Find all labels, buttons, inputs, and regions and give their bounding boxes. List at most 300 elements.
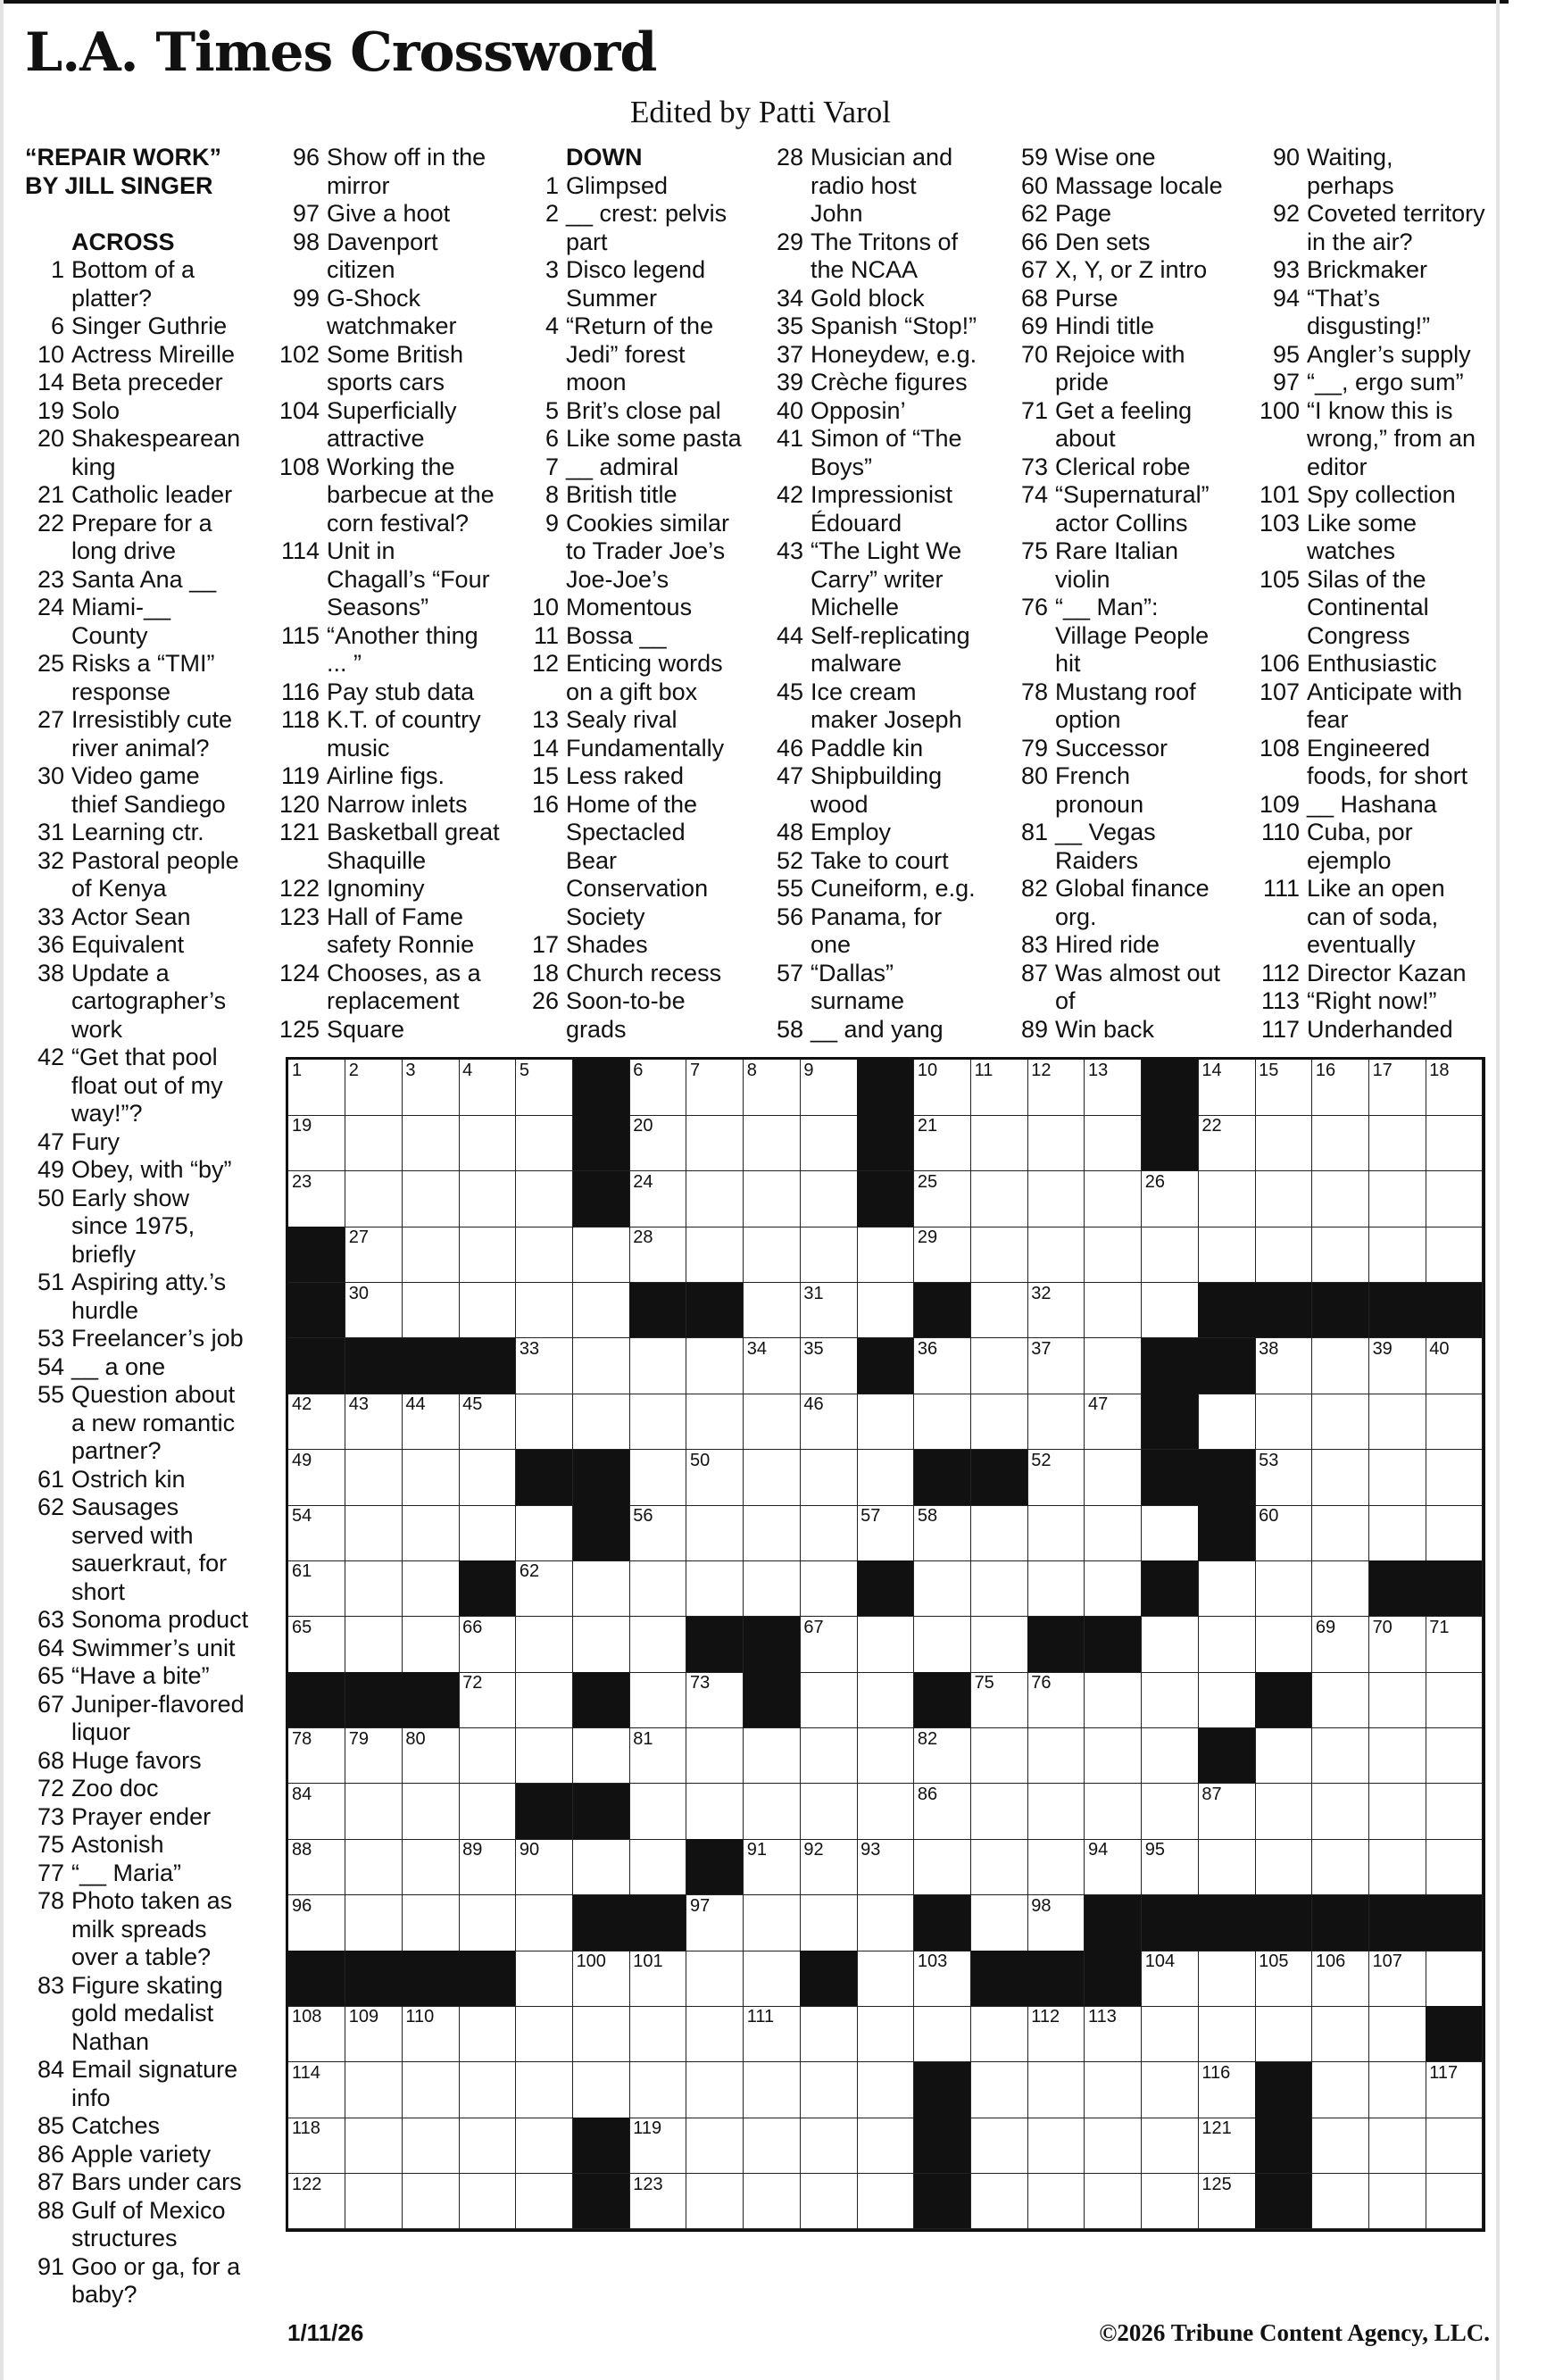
grid-cell[interactable] <box>629 1171 686 1227</box>
grid-cell[interactable] <box>345 1450 403 1506</box>
grid-cell[interactable] <box>744 2006 801 2062</box>
grid-cell[interactable] <box>971 1728 1028 1785</box>
grid-cell[interactable] <box>345 1728 403 1785</box>
grid-cell[interactable] <box>857 1227 914 1283</box>
grid-cell[interactable] <box>1027 1115 1085 1171</box>
grid-cell[interactable] <box>1426 1115 1483 1171</box>
grid-cell[interactable] <box>914 1505 971 1561</box>
grid-cell[interactable] <box>516 1728 573 1785</box>
grid-cell[interactable] <box>1312 1115 1369 1171</box>
grid-cell[interactable] <box>1085 1728 1142 1785</box>
grid-cell[interactable] <box>288 1450 345 1506</box>
grid-cell[interactable] <box>1085 1450 1142 1506</box>
grid-cell[interactable] <box>573 1283 630 1339</box>
grid-cell[interactable] <box>1255 1171 1312 1227</box>
grid-cell[interactable] <box>1426 1672 1483 1728</box>
grid-cell[interactable] <box>800 1338 857 1394</box>
grid-cell[interactable] <box>1142 1672 1199 1728</box>
grid-cell[interactable] <box>1426 1227 1483 1283</box>
grid-cell[interactable] <box>1142 1784 1199 1840</box>
grid-cell[interactable] <box>1027 1394 1085 1450</box>
grid-cell[interactable] <box>1198 1394 1255 1450</box>
grid-cell[interactable] <box>857 1728 914 1785</box>
grid-cell[interactable] <box>686 1784 744 1840</box>
grid-cell[interactable] <box>971 2174 1028 2230</box>
grid-cell[interactable] <box>1085 2006 1142 2062</box>
grid-cell[interactable] <box>345 2006 403 2062</box>
grid-cell[interactable] <box>516 1839 573 1895</box>
grid-cell[interactable] <box>971 1672 1028 1728</box>
grid-cell[interactable] <box>971 1839 1028 1895</box>
grid-cell[interactable] <box>744 1450 801 1506</box>
grid-cell[interactable] <box>971 1784 1028 1840</box>
grid-cell[interactable] <box>1198 2174 1255 2230</box>
grid-cell[interactable] <box>1369 1505 1426 1561</box>
grid-cell[interactable] <box>288 2118 345 2174</box>
grid-cell[interactable] <box>1085 1672 1142 1728</box>
grid-cell[interactable] <box>629 1394 686 1450</box>
grid-cell[interactable] <box>629 1951 686 2007</box>
grid-cell[interactable] <box>288 1895 345 1951</box>
grid-cell[interactable] <box>857 1505 914 1561</box>
grid-cell[interactable] <box>516 1951 573 2007</box>
grid-cell[interactable] <box>1027 2118 1085 2174</box>
grid-cell[interactable] <box>1142 2006 1199 2062</box>
grid-cell[interactable] <box>1312 1394 1369 1450</box>
grid-cell[interactable] <box>459 1839 516 1895</box>
grid-cell[interactable] <box>629 1839 686 1895</box>
grid-cell[interactable] <box>573 2062 630 2118</box>
grid-cell[interactable] <box>1198 1560 1255 1617</box>
grid-cell[interactable] <box>1312 1839 1369 1895</box>
grid-cell[interactable] <box>402 1227 459 1283</box>
grid-cell[interactable] <box>1198 1171 1255 1227</box>
grid-cell[interactable] <box>288 1728 345 1785</box>
grid-cell[interactable] <box>914 1839 971 1895</box>
grid-cell[interactable] <box>1027 1839 1085 1895</box>
grid-cell[interactable] <box>459 1505 516 1561</box>
grid-cell[interactable] <box>1426 1394 1483 1450</box>
grid-cell[interactable] <box>971 2062 1028 2118</box>
grid-cell[interactable] <box>516 1227 573 1283</box>
grid-cell[interactable] <box>516 1394 573 1450</box>
grid-cell[interactable] <box>686 1672 744 1728</box>
grid-cell[interactable] <box>800 1394 857 1450</box>
grid-cell[interactable] <box>1255 1617 1312 1673</box>
grid-cell[interactable] <box>686 1951 744 2007</box>
grid-cell[interactable] <box>1255 1728 1312 1785</box>
grid-cell[interactable] <box>1369 1784 1426 1840</box>
grid-cell[interactable] <box>744 1227 801 1283</box>
grid-cell[interactable] <box>629 1227 686 1283</box>
grid-cell[interactable] <box>686 1450 744 1506</box>
grid-cell[interactable] <box>971 2006 1028 2062</box>
grid-cell[interactable] <box>1312 1505 1369 1561</box>
grid-cell[interactable] <box>402 1394 459 1450</box>
grid-cell[interactable] <box>857 1394 914 1450</box>
grid-cell[interactable] <box>1255 1560 1312 1617</box>
grid-cell[interactable] <box>1369 1338 1426 1394</box>
grid-cell[interactable] <box>744 1060 801 1116</box>
grid-cell[interactable] <box>573 1560 630 1617</box>
grid-cell[interactable] <box>857 1895 914 1951</box>
grid-cell[interactable] <box>345 1227 403 1283</box>
grid-cell[interactable] <box>1027 1560 1085 1617</box>
grid-cell[interactable] <box>402 2174 459 2230</box>
grid-cell[interactable] <box>1426 1171 1483 1227</box>
grid-cell[interactable] <box>459 1394 516 1450</box>
grid-cell[interactable] <box>1142 1505 1199 1561</box>
grid-cell[interactable] <box>629 1450 686 1506</box>
grid-cell[interactable] <box>1198 1784 1255 1840</box>
grid-cell[interactable] <box>1027 1227 1085 1283</box>
grid-cell[interactable] <box>288 1115 345 1171</box>
grid-cell[interactable] <box>573 1951 630 2007</box>
grid-cell[interactable] <box>573 1338 630 1394</box>
grid-cell[interactable] <box>1426 1450 1483 1506</box>
grid-cell[interactable] <box>1027 1060 1085 1116</box>
grid-cell[interactable] <box>1312 2118 1369 2174</box>
grid-cell[interactable] <box>800 1227 857 1283</box>
grid-cell[interactable] <box>971 1338 1028 1394</box>
grid-cell[interactable] <box>686 1895 744 1951</box>
grid-cell[interactable] <box>686 2118 744 2174</box>
grid-cell[interactable] <box>1426 1338 1483 1394</box>
grid-cell[interactable] <box>744 1560 801 1617</box>
grid-cell[interactable] <box>288 2062 345 2118</box>
grid-cell[interactable] <box>1369 2118 1426 2174</box>
grid-cell[interactable] <box>1027 1171 1085 1227</box>
grid-cell[interactable] <box>1255 1060 1312 1116</box>
grid-cell[interactable] <box>800 1060 857 1116</box>
grid-cell[interactable] <box>459 1672 516 1728</box>
grid-cell[interactable] <box>1426 1617 1483 1673</box>
grid-cell[interactable] <box>1142 2118 1199 2174</box>
grid-cell[interactable] <box>1198 2118 1255 2174</box>
grid-cell[interactable] <box>1369 1060 1426 1116</box>
grid-cell[interactable] <box>516 2006 573 2062</box>
grid-cell[interactable] <box>629 1617 686 1673</box>
grid-cell[interactable] <box>744 1394 801 1450</box>
grid-cell[interactable] <box>1142 1283 1199 1339</box>
grid-cell[interactable] <box>516 1115 573 1171</box>
grid-cell[interactable] <box>1198 2062 1255 2118</box>
grid-cell[interactable] <box>288 1784 345 1840</box>
grid-cell[interactable] <box>402 1505 459 1561</box>
grid-cell[interactable] <box>516 1283 573 1339</box>
grid-cell[interactable] <box>573 1394 630 1450</box>
grid-cell[interactable] <box>1085 1394 1142 1450</box>
grid-cell[interactable] <box>1085 1505 1142 1561</box>
grid-cell[interactable] <box>686 1394 744 1450</box>
grid-cell[interactable] <box>914 1338 971 1394</box>
grid-cell[interactable] <box>971 1560 1028 1617</box>
grid-cell[interactable] <box>744 1171 801 1227</box>
grid-cell[interactable] <box>1312 1784 1369 1840</box>
grid-cell[interactable] <box>459 1227 516 1283</box>
grid-cell[interactable] <box>345 1839 403 1895</box>
grid-cell[interactable] <box>1198 1672 1255 1728</box>
grid-cell[interactable] <box>288 2006 345 2062</box>
grid-cell[interactable] <box>857 1450 914 1506</box>
grid-cell[interactable] <box>1198 1839 1255 1895</box>
grid-cell[interactable] <box>1369 1171 1426 1227</box>
grid-cell[interactable] <box>1312 2006 1369 2062</box>
grid-cell[interactable] <box>971 1227 1028 1283</box>
grid-cell[interactable] <box>345 2174 403 2230</box>
grid-cell[interactable] <box>800 2062 857 2118</box>
grid-cell[interactable] <box>573 1227 630 1283</box>
grid-cell[interactable] <box>459 1784 516 1840</box>
grid-cell[interactable] <box>1426 1728 1483 1785</box>
grid-cell[interactable] <box>971 1060 1028 1116</box>
grid-cell[interactable] <box>402 2118 459 2174</box>
grid-cell[interactable] <box>288 1560 345 1617</box>
grid-cell[interactable] <box>744 1839 801 1895</box>
grid-cell[interactable] <box>1198 1227 1255 1283</box>
grid-cell[interactable] <box>1255 1394 1312 1450</box>
grid-cell[interactable] <box>686 1338 744 1394</box>
grid-cell[interactable] <box>288 2174 345 2230</box>
grid-cell[interactable] <box>686 2006 744 2062</box>
grid-cell[interactable] <box>914 1951 971 2007</box>
grid-cell[interactable] <box>971 1171 1028 1227</box>
grid-cell[interactable] <box>1142 1227 1199 1283</box>
grid-cell[interactable] <box>1369 1617 1426 1673</box>
grid-cell[interactable] <box>1369 1394 1426 1450</box>
grid-cell[interactable] <box>629 1115 686 1171</box>
grid-cell[interactable] <box>1085 1115 1142 1171</box>
grid-cell[interactable] <box>516 1060 573 1116</box>
grid-cell[interactable] <box>914 1115 971 1171</box>
grid-cell[interactable] <box>1142 2174 1199 2230</box>
grid-cell[interactable] <box>1085 1060 1142 1116</box>
grid-cell[interactable] <box>914 1394 971 1450</box>
grid-cell[interactable] <box>459 2062 516 2118</box>
grid-cell[interactable] <box>402 1617 459 1673</box>
grid-cell[interactable] <box>744 2174 801 2230</box>
grid-cell[interactable] <box>744 1338 801 1394</box>
grid-cell[interactable] <box>516 1895 573 1951</box>
grid-cell[interactable] <box>1312 1060 1369 1116</box>
grid-cell[interactable] <box>971 1617 1028 1673</box>
grid-cell[interactable] <box>914 1227 971 1283</box>
grid-cell[interactable] <box>1255 1227 1312 1283</box>
grid-cell[interactable] <box>1085 2118 1142 2174</box>
grid-cell[interactable] <box>288 1394 345 1450</box>
grid-cell[interactable] <box>1312 1617 1369 1673</box>
grid-cell[interactable] <box>857 2006 914 2062</box>
grid-cell[interactable] <box>800 1895 857 1951</box>
grid-cell[interactable] <box>629 2118 686 2174</box>
grid-cell[interactable] <box>1369 2006 1426 2062</box>
grid-cell[interactable] <box>345 1505 403 1561</box>
grid-cell[interactable] <box>288 1839 345 1895</box>
grid-cell[interactable] <box>402 1728 459 1785</box>
grid-cell[interactable] <box>1369 1839 1426 1895</box>
grid-cell[interactable] <box>914 1560 971 1617</box>
grid-cell[interactable] <box>345 1394 403 1450</box>
grid-cell[interactable] <box>686 1060 744 1116</box>
grid-cell[interactable] <box>971 1895 1028 1951</box>
grid-cell[interactable] <box>1085 1784 1142 1840</box>
grid-cell[interactable] <box>744 1895 801 1951</box>
grid-cell[interactable] <box>345 1283 403 1339</box>
grid-cell[interactable] <box>629 2006 686 2062</box>
grid-cell[interactable] <box>1027 1895 1085 1951</box>
grid-cell[interactable] <box>1085 1560 1142 1617</box>
grid-cell[interactable] <box>857 2062 914 2118</box>
grid-cell[interactable] <box>744 2118 801 2174</box>
grid-cell[interactable] <box>516 2062 573 2118</box>
grid-cell[interactable] <box>516 1560 573 1617</box>
grid-cell[interactable] <box>459 1115 516 1171</box>
grid-cell[interactable] <box>459 2174 516 2230</box>
grid-cell[interactable] <box>345 2118 403 2174</box>
grid-cell[interactable] <box>857 1617 914 1673</box>
grid-cell[interactable] <box>857 1784 914 1840</box>
grid-cell[interactable] <box>1255 1784 1312 1840</box>
grid-cell[interactable] <box>744 1784 801 1840</box>
grid-cell[interactable] <box>573 1728 630 1785</box>
grid-cell[interactable] <box>800 1450 857 1506</box>
grid-cell[interactable] <box>1312 1227 1369 1283</box>
grid-cell[interactable] <box>402 1115 459 1171</box>
grid-cell[interactable] <box>800 2174 857 2230</box>
grid-cell[interactable] <box>288 1171 345 1227</box>
grid-cell[interactable] <box>1198 1060 1255 1116</box>
grid-cell[interactable] <box>800 1617 857 1673</box>
grid-cell[interactable] <box>402 2006 459 2062</box>
grid-cell[interactable] <box>1312 2062 1369 2118</box>
grid-cell[interactable] <box>1369 1672 1426 1728</box>
grid-cell[interactable] <box>1312 1560 1369 1617</box>
grid-cell[interactable] <box>516 1505 573 1561</box>
grid-cell[interactable] <box>1312 1728 1369 1785</box>
grid-cell[interactable] <box>1142 1171 1199 1227</box>
grid-cell[interactable] <box>1027 1672 1085 1728</box>
grid-cell[interactable] <box>459 1728 516 1785</box>
grid-cell[interactable] <box>288 1060 345 1116</box>
grid-cell[interactable] <box>1312 1951 1369 2007</box>
grid-cell[interactable] <box>744 1728 801 1785</box>
grid-cell[interactable] <box>914 1171 971 1227</box>
grid-cell[interactable] <box>629 2062 686 2118</box>
grid-cell[interactable] <box>1255 1839 1312 1895</box>
grid-cell[interactable] <box>345 2062 403 2118</box>
grid-cell[interactable] <box>629 1338 686 1394</box>
grid-cell[interactable] <box>914 1784 971 1840</box>
grid-cell[interactable] <box>459 1171 516 1227</box>
grid-cell[interactable] <box>459 1617 516 1673</box>
grid-cell[interactable] <box>345 1784 403 1840</box>
grid-cell[interactable] <box>1198 1115 1255 1171</box>
grid-cell[interactable] <box>573 2006 630 2062</box>
grid-cell[interactable] <box>402 1839 459 1895</box>
grid-cell[interactable] <box>800 1784 857 1840</box>
grid-cell[interactable] <box>1369 2062 1426 2118</box>
grid-cell[interactable] <box>1027 1784 1085 1840</box>
grid-cell[interactable] <box>686 1505 744 1561</box>
grid-cell[interactable] <box>971 1115 1028 1171</box>
grid-cell[interactable] <box>800 1728 857 1785</box>
grid-cell[interactable] <box>402 1450 459 1506</box>
grid-cell[interactable] <box>744 1951 801 2007</box>
grid-cell[interactable] <box>914 1060 971 1116</box>
grid-cell[interactable] <box>914 1728 971 1785</box>
grid-cell[interactable] <box>629 1728 686 1785</box>
grid-cell[interactable] <box>1085 1839 1142 1895</box>
grid-cell[interactable] <box>1085 2062 1142 2118</box>
grid-cell[interactable] <box>1085 2174 1142 2230</box>
grid-cell[interactable] <box>800 2006 857 2062</box>
grid-cell[interactable] <box>971 1394 1028 1450</box>
grid-cell[interactable] <box>459 2006 516 2062</box>
grid-cell[interactable] <box>1142 1839 1199 1895</box>
grid-cell[interactable] <box>800 1839 857 1895</box>
grid-cell[interactable] <box>1255 1115 1312 1171</box>
grid-cell[interactable] <box>402 2062 459 2118</box>
grid-cell[interactable] <box>857 1951 914 2007</box>
grid-cell[interactable] <box>345 1115 403 1171</box>
grid-cell[interactable] <box>1142 2062 1199 2118</box>
grid-cell[interactable] <box>1027 1338 1085 1394</box>
grid-cell[interactable] <box>800 1672 857 1728</box>
grid-cell[interactable] <box>744 1505 801 1561</box>
grid-cell[interactable] <box>1312 1450 1369 1506</box>
grid-cell[interactable] <box>1369 1728 1426 1785</box>
grid-cell[interactable] <box>516 1171 573 1227</box>
grid-cell[interactable] <box>1426 2174 1483 2230</box>
grid-cell[interactable] <box>800 1171 857 1227</box>
grid-cell[interactable] <box>629 1060 686 1116</box>
grid-cell[interactable] <box>1027 2006 1085 2062</box>
grid-cell[interactable] <box>402 1560 459 1617</box>
grid-cell[interactable] <box>402 1283 459 1339</box>
grid-cell[interactable] <box>1027 2062 1085 2118</box>
grid-cell[interactable] <box>1142 1951 1199 2007</box>
grid-cell[interactable] <box>1198 1951 1255 2007</box>
grid-cell[interactable] <box>1027 1728 1085 1785</box>
grid-cell[interactable] <box>857 1283 914 1339</box>
grid-cell[interactable] <box>914 1617 971 1673</box>
grid-cell[interactable] <box>800 1560 857 1617</box>
grid-cell[interactable] <box>1426 1839 1483 1895</box>
grid-cell[interactable] <box>1142 1728 1199 1785</box>
grid-cell[interactable] <box>459 1450 516 1506</box>
grid-cell[interactable] <box>686 1227 744 1283</box>
grid-cell[interactable] <box>857 1839 914 1895</box>
grid-cell[interactable] <box>402 1895 459 1951</box>
grid-cell[interactable] <box>800 1283 857 1339</box>
grid-cell[interactable] <box>1027 1505 1085 1561</box>
grid-cell[interactable] <box>1369 2174 1426 2230</box>
grid-cell[interactable] <box>516 2174 573 2230</box>
grid-cell[interactable] <box>1255 1951 1312 2007</box>
grid-cell[interactable] <box>459 1060 516 1116</box>
grid-cell[interactable] <box>914 2006 971 2062</box>
grid-cell[interactable] <box>288 1617 345 1673</box>
grid-cell[interactable] <box>686 2062 744 2118</box>
grid-cell[interactable] <box>1198 2006 1255 2062</box>
grid-cell[interactable] <box>1426 2062 1483 2118</box>
grid-cell[interactable] <box>1255 2006 1312 2062</box>
grid-cell[interactable] <box>402 1171 459 1227</box>
grid-cell[interactable] <box>1142 1617 1199 1673</box>
grid-cell[interactable] <box>971 1283 1028 1339</box>
grid-cell[interactable] <box>459 1283 516 1339</box>
grid-cell[interactable] <box>1085 1227 1142 1283</box>
